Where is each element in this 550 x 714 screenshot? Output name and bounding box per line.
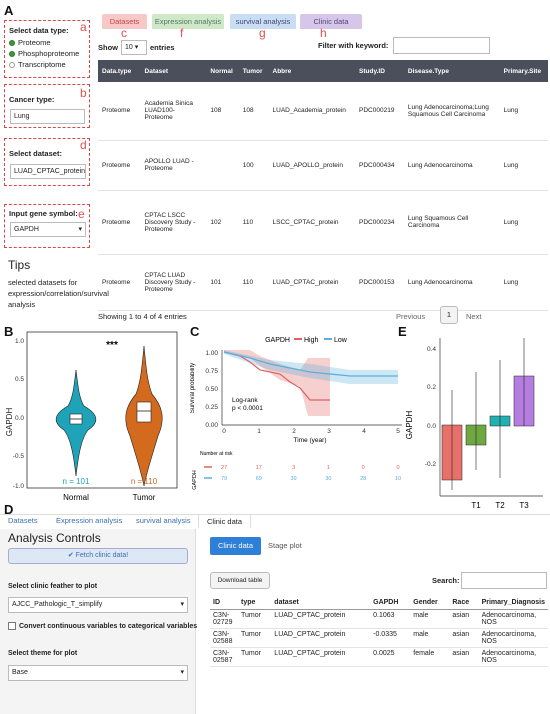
panel-label-e: E (398, 324, 407, 339)
show-entries (98, 40, 175, 55)
theme-select[interactable] (8, 665, 188, 681)
table-cell: APOLLO LUAD - Proteome (141, 140, 207, 190)
download-button[interactable]: Download table (210, 572, 270, 589)
table-cell: Proteome (98, 190, 141, 254)
table-cell: asian (449, 629, 478, 648)
callout-b: b (80, 86, 87, 100)
data-type-label: Select data type: (9, 26, 69, 35)
risk-count: 0 (361, 465, 365, 471)
c-ytick: 0.25 (205, 404, 218, 411)
search-input[interactable] (461, 572, 547, 589)
table-cell: Proteome (98, 140, 141, 190)
b-significance: *** (106, 340, 118, 351)
b-ytick: -0.5 (12, 453, 24, 460)
callout-g: g (259, 26, 266, 40)
theme-label: Select theme for plot (8, 650, 78, 657)
e-ytick: 0.2 (426, 384, 436, 391)
clinic-table (210, 596, 548, 667)
table-cell: PDC000434 (355, 140, 404, 190)
tab-expression[interactable]: Expression analysis (152, 14, 224, 29)
b-tumor-box (137, 402, 151, 422)
c-ylabel: Survival probability (190, 362, 196, 414)
table-cell: male (410, 629, 449, 648)
column-header[interactable]: Abbre (269, 60, 356, 82)
c-ytick: 0.75 (205, 368, 218, 375)
b-xtick-normal: Normal (63, 493, 89, 502)
table-row[interactable] (210, 610, 548, 629)
tab-datasets[interactable]: Datasets (102, 14, 147, 29)
table-cell: Proteome (98, 82, 141, 140)
c-xtick: 2 (292, 428, 296, 435)
page-button[interactable]: 1 (440, 306, 458, 324)
radio-dot-icon (9, 62, 15, 68)
gene-value: GAPDH (14, 226, 39, 233)
dataset-label: Select dataset: (9, 149, 62, 158)
radio-proteome[interactable] (9, 38, 79, 47)
column-header[interactable]: Study.ID (355, 60, 404, 82)
table-cell: 110 (239, 190, 269, 254)
table-cell: 102 (206, 190, 238, 254)
column-header[interactable]: Normal (206, 60, 238, 82)
c-xlabel: Time (year) (293, 437, 327, 444)
table-cell: Lung Squamous Cell Carcinoma (404, 190, 500, 254)
c-risk-ylabel: GAPDH (192, 470, 198, 490)
e-xtick: T2 (495, 501, 505, 510)
prev-button[interactable]: Previous (396, 312, 426, 321)
checkbox-icon[interactable] (8, 622, 16, 630)
risk-count: 39 (290, 476, 297, 482)
convert-checkbox-row[interactable] (8, 622, 197, 630)
table-cell: asian (449, 610, 478, 629)
table-cell: LUAD_CPTAC_protein (271, 629, 370, 648)
table-cell: PDC000234 (355, 190, 404, 254)
subtab-stage-plot[interactable]: Stage plot (268, 541, 302, 550)
column-header[interactable]: Primary_Diagnosis (479, 596, 548, 610)
radio-label: Phosphoproteome (18, 49, 80, 58)
table-cell: male (410, 610, 449, 629)
table-cell: PDC000153 (355, 254, 404, 310)
search-label: Search: (432, 576, 460, 585)
b-ytick: 0.5 (14, 376, 24, 383)
table-cell: LUAD_APOLLO_protein (269, 140, 356, 190)
dropdown-arrow-icon: ▾ (180, 601, 184, 608)
c-legend-title: GAPDH (265, 337, 290, 344)
risk-count: 3 (292, 465, 296, 471)
c-pvalue: p < 0.0001 (232, 405, 263, 412)
table-row[interactable] (210, 629, 548, 648)
c-legend-high: High (304, 337, 319, 344)
risk-count: 69 (255, 476, 262, 482)
c-xtick: 0 (222, 428, 226, 435)
b-ytick: 1.0 (14, 338, 24, 345)
filter-label: Filter with keyword: (318, 41, 389, 50)
callout-h: h (320, 26, 327, 40)
table-cell: Tumor (238, 610, 271, 629)
b-ylabel: GAPDH (5, 407, 14, 437)
c-ytick: 0.00 (205, 422, 218, 429)
table-cell: -0.0335 (370, 629, 410, 648)
radio-phosphoproteome[interactable] (9, 49, 79, 58)
table-cell: Lung (500, 254, 548, 310)
table-cell: 110 (239, 254, 269, 310)
callout-e: e (78, 207, 85, 221)
table-cell: LUAD_CPTAC_protein (269, 254, 356, 310)
table-cell: Adenocarcinoma, NOS (479, 610, 548, 629)
column-header[interactable]: Gender (410, 596, 449, 610)
table-cell: Academia Sinica LUAD100-Proteome (141, 82, 207, 140)
feather-label: Select clinic feather to plot (8, 583, 98, 590)
table-cell: Lung (500, 140, 548, 190)
table-cell: 108 (239, 82, 269, 140)
radio-label: Proteome (18, 38, 51, 47)
risk-count: 0 (396, 465, 400, 471)
dropdown-arrow-icon: ▾ (180, 669, 184, 676)
cancer-type-label: Cancer type: (9, 95, 55, 104)
radio-dot-icon (9, 51, 15, 57)
b-ytick: 0.0 (14, 415, 24, 422)
e-ylabel: GAPDH (405, 410, 414, 440)
b-n-normal: n = 101 (62, 477, 90, 486)
column-header[interactable]: Dataset (141, 60, 207, 82)
radio-label: Transcriptome (18, 60, 66, 69)
tips-title: Tips (8, 258, 31, 272)
feather-select[interactable] (8, 597, 188, 613)
stage-boxplot (398, 330, 548, 510)
convert-label: Convert continuous variables to categorical variables (19, 622, 198, 630)
c-risk-title: Number at risk (200, 451, 233, 457)
tab-clinic[interactable]: Clinic data (300, 14, 362, 29)
theme-value: Base (12, 669, 28, 676)
tips-text: selected datasets for expression/correlation/survival analysis (8, 278, 109, 309)
fetch-button[interactable]: ✔ Fetch clinic data! (8, 548, 188, 564)
table-cell: 0.1063 (370, 610, 410, 629)
c-xtick: 1 (257, 428, 261, 435)
panel-label-a: A (4, 3, 14, 18)
dataset-select[interactable]: LUAD_CPTAC_protein (10, 164, 86, 179)
table-row[interactable] (98, 190, 548, 254)
column-header[interactable]: ID (210, 596, 238, 610)
column-header[interactable]: Tumor (239, 60, 269, 82)
e-ytick: -0.2 (424, 461, 436, 468)
c-xtick: 3 (327, 428, 331, 435)
d-tab-expression[interactable]: Expression analysis (56, 516, 123, 525)
entries-value: 10 (125, 44, 133, 51)
c-xtick: 4 (362, 428, 366, 435)
dropdown-arrow-icon: ▾ (78, 226, 82, 233)
d-tab-clinic[interactable]: Clinic data (198, 514, 251, 528)
table-cell: 101 (206, 254, 238, 310)
table-cell: LUAD_CPTAC_protein (271, 648, 370, 667)
panel-label-d: D (4, 502, 14, 517)
d-tab-datasets[interactable]: Datasets (8, 516, 38, 525)
b-ytick: -1.0 (12, 483, 24, 490)
panel-label-b: B (4, 324, 14, 339)
b-xtick-tumor: Tumor (132, 493, 156, 502)
show-label: Show (98, 43, 118, 52)
table-cell: LUAD_CPTAC_protein (271, 610, 370, 629)
gene-label: Input gene symbol: (9, 209, 78, 218)
entries-select[interactable]: 10 ▾ (121, 40, 147, 55)
table-row[interactable] (98, 82, 548, 140)
filter-input[interactable] (393, 37, 490, 54)
radio-dot-icon (9, 40, 15, 46)
callout-f: f (180, 26, 184, 40)
risk-count: 1 (326, 465, 330, 471)
table-cell: 100 (239, 140, 269, 190)
column-header[interactable]: Data.type (98, 60, 141, 82)
table-cell: CPTAC LUAD Discovery Study - Proteome (141, 254, 207, 310)
table-footer: Showing 1 to 4 of 4 entries (98, 312, 187, 321)
table-cell: Lung Adenocarcinoma (404, 254, 500, 310)
column-header[interactable]: Primary.Site (500, 60, 548, 82)
data-type-group (9, 26, 79, 71)
table-cell: Lung (500, 82, 548, 140)
table-cell: Adenocarcinoma, NOS (479, 648, 548, 667)
cancer-type-select[interactable]: Lung (10, 109, 85, 124)
risk-count: 30 (325, 476, 332, 482)
column-header[interactable]: Race (449, 596, 478, 610)
callout-c: c (121, 26, 127, 40)
next-button[interactable]: Next (466, 312, 482, 321)
feather-value: AJCC_Pathologic_T_simplify (12, 601, 103, 608)
e-xtick: T1 (471, 501, 481, 510)
risk-count: 79 (220, 476, 228, 482)
column-header[interactable]: type (238, 596, 271, 610)
table-cell: Tumor (238, 629, 271, 648)
risk-count: 17 (255, 465, 262, 471)
table-cell: LSCC_CPTAC_protein (269, 190, 356, 254)
datasets-table (98, 60, 548, 311)
e-ytick: 0.4 (426, 346, 436, 353)
table-cell: PDC000219 (355, 82, 404, 140)
column-header[interactable]: dataset (271, 596, 370, 610)
d-tab-survival[interactable]: survival analysis (136, 516, 191, 525)
table-cell: C3N-02588 (210, 629, 238, 648)
column-header[interactable]: Disease.Type (404, 60, 500, 82)
radio-transcriptome[interactable] (9, 60, 79, 69)
c-ytick: 1.00 (205, 350, 218, 357)
tab-survival[interactable]: survival analysis (230, 14, 296, 29)
table-cell: Lung Adenocarcinoma;Lung Squamous Cell Carcinoma (404, 82, 500, 140)
table-cell: Lung Adenocarcinoma (404, 140, 500, 190)
c-legend-low: Low (334, 337, 347, 344)
callout-d: d (80, 138, 87, 152)
table-row[interactable] (210, 648, 548, 667)
table-cell: 0.0025 (370, 648, 410, 667)
table-cell: Proteome (98, 254, 141, 310)
risk-count: 27 (220, 465, 228, 471)
entries-label: entries (150, 43, 175, 52)
table-cell: C3N-02587 (210, 648, 238, 667)
subtab-clinic-data[interactable]: Clinic data (210, 537, 261, 555)
table-row[interactable] (98, 140, 548, 190)
c-xtick: 5 (396, 428, 400, 435)
table-cell: Tumor (238, 648, 271, 667)
table-cell: C3N-02729 (210, 610, 238, 629)
violin-plot (0, 326, 186, 504)
c-ytick: 0.50 (205, 386, 218, 393)
table-cell: CPTAC LSCC Discovery Study - Proteome (141, 190, 207, 254)
table-cell: Adenocarcinoma, NOS (479, 629, 548, 648)
table-cell (206, 140, 238, 190)
survival-plot (190, 330, 408, 495)
c-stat-text: Log-rank (232, 397, 258, 404)
risk-count: 28 (360, 476, 367, 482)
controls-title: Analysis Controls (8, 531, 101, 545)
b-n-tumor: n = 110 (130, 477, 158, 486)
column-header[interactable]: GAPDH (370, 596, 410, 610)
callout-a: a (80, 20, 87, 34)
panel-label-c: C (190, 324, 200, 339)
table-cell: LUAD_Academia_protein (269, 82, 356, 140)
table-cell: female (410, 648, 449, 667)
table-row[interactable] (98, 254, 548, 310)
gene-select[interactable] (10, 222, 86, 237)
e-xtick: T3 (519, 501, 529, 510)
table-cell: asian (449, 648, 478, 667)
table-cell: 108 (206, 82, 238, 140)
risk-count: 10 (394, 476, 402, 482)
table-cell: Lung (500, 190, 548, 254)
e-ytick: 0.0 (426, 423, 436, 430)
